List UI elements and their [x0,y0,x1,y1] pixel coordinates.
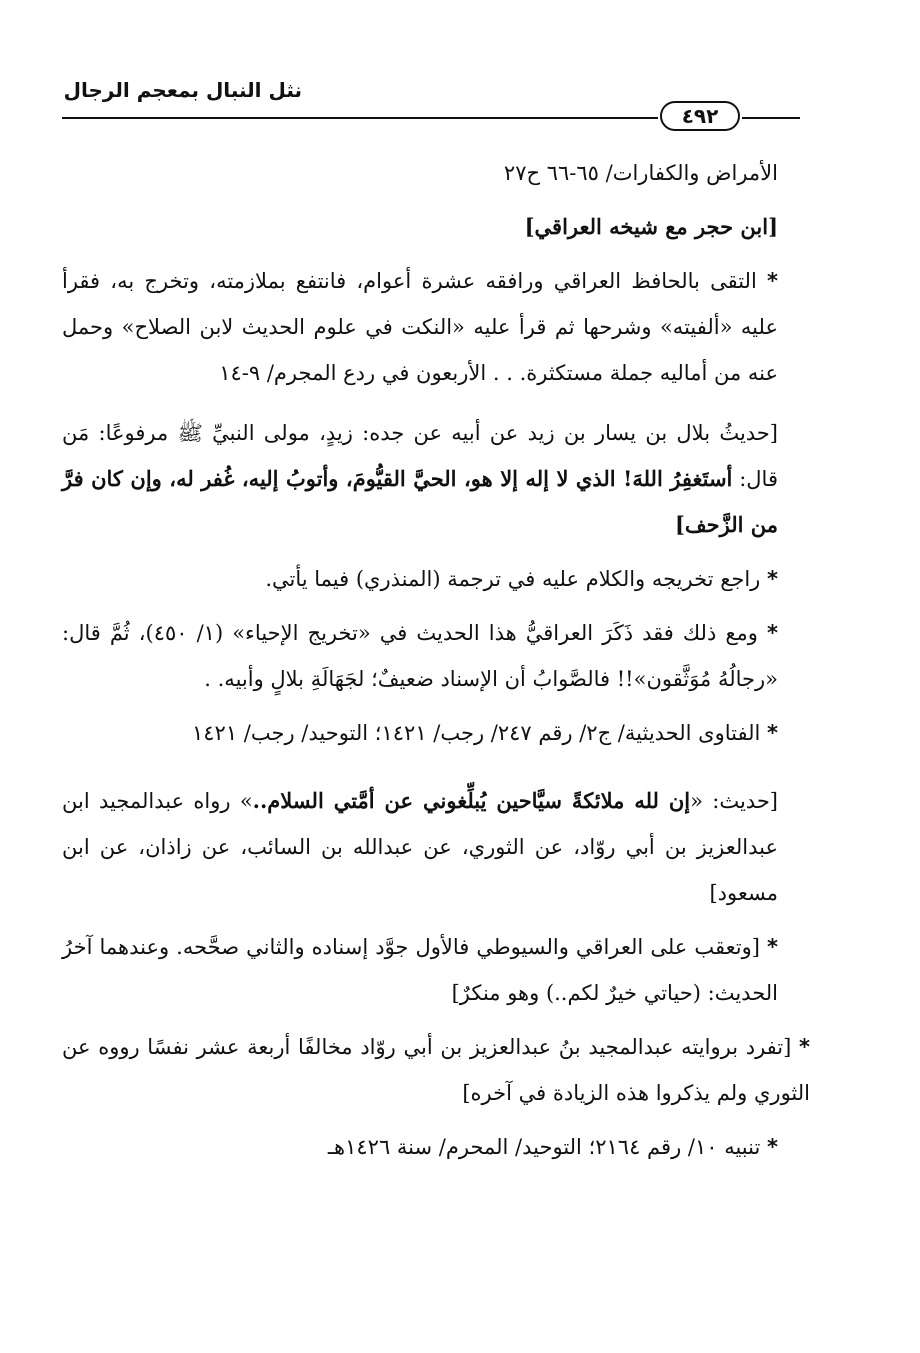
bullet-star: * [767,621,778,645]
bullet-star: * [767,567,778,591]
paragraph-tafarrud [62,1024,810,1116]
page-number-badge [660,101,740,131]
paragraph-tafarrud-text: [تفرد بروايته عبدالمجيد بنُ عبدالعزيز بن أبي روّاد مخالفًا أربعة عشر نفسًا رووه عن الثوري ولم يذكروا هذه الزيادة في آخره] [62,1035,810,1105]
paragraph-tanbih [62,1124,810,1170]
page-number: ٤٩٢ [681,104,719,128]
bullet-star: * [799,1035,810,1059]
bullet-star: * [767,1135,778,1159]
paragraph-refer-text: راجع تخريجه والكلام عليه في ترجمة (المنذري) فيما يأتي. [265,567,761,591]
paragraph-tanbih-text: تنبيه ١٠/ رقم ٢١٦٤؛ التوحيد/ المحرم/ سنة ١٤٢٦هـ [327,1135,761,1159]
bullet-star: * [767,721,778,745]
hadith-bilal-text: أستَغفِرُ اللهَ! الذي لا إله إلا هو، الحيَّ القيُّومَ، وأتوبُ إليه، غُفر له، وإن كان فرَّ من الزَّحف] [62,466,778,537]
bullet-star: * [767,269,778,293]
page-body [62,150,810,1170]
hadith-bilal-intro: [حديثُ بلال بن يسار بن زيد عن أبيه عن جده: زيدٍ، مولى النبيِّ ﷺ مرفوعًا: مَن قال: [62,421,778,491]
paragraph-refer [62,556,810,602]
hadith-angels-text: إن لله ملائكةً سيَّاحين يُبلِّغوني عن أمَّتي السلام.. [252,788,691,813]
hadith-bilal [62,410,810,548]
section-heading-text: [ابن حجر مع شيخه العراقي] [524,214,778,239]
header-rule-right [742,117,800,119]
paragraph-fatawa-text: الفتاوى الحديثية/ ج٢/ رقم ٢٤٧/ رجب/ ١٤٢١؛ التوحيد/ رجب/ ١٤٢١ [192,721,761,745]
paragraph-critique-text: [وتعقب على العراقي والسيوطي فالأول جوَّد إسناده والثاني صحَّحه. وعندهما آخرُ الحديث: (حياتي خيرٌ لكم..) وهو منكرٌ] [62,935,778,1005]
header-rule [62,117,658,119]
source-reference-text: الأمراض والكفارات/ ٦٥-٦٦ ح٢٧ [503,161,778,185]
paragraph-fatawa [62,710,810,756]
running-head-title: نثل النبال بمعجم الرجال [63,78,302,102]
paragraph-correction [62,610,810,702]
source-reference [62,150,810,196]
paragraph-iraqi-text: التقى بالحافظ العراقي ورافقه عشرة أعوام، فانتفع بملازمته، وتخرج به، فقرأ عليه «ألفيته» وشرحها ثم قرأ عليه «النكت في علوم الحديث لابن الصلاح» وحمل عنه من أماليه جملة مستكثرة. . . الأربعون في ردع المجرم/ ٩-١٤ [62,269,778,385]
bullet-star: * [767,935,778,959]
paragraph-iraqi [62,258,810,396]
hadith-angels-rest: » رواه عبدالمجيد ابن عبدالعزيز بن أبي روّاد، عن الثوري، عن عبدالله بن السائب، عن زاذان، عن ابن مسعود] [62,789,778,905]
hadith-angels-intro: [حديث: « [690,789,778,813]
hadith-angels [62,778,810,916]
paragraph-critique [62,924,810,1016]
paragraph-correction-text: ومع ذلك فقد ذَكَرَ العراقيُّ هذا الحديث في «تخريج الإحياء» (١/ ٤٥٠)، ثُمَّ قال: «رجالُهُ مُوَثَّقون»!! فالصَّوابُ أن الإسناد ضعيفٌ؛ لجَهَالَةِ بلالٍ وأبيه. . [62,621,778,691]
section-heading [62,204,810,250]
